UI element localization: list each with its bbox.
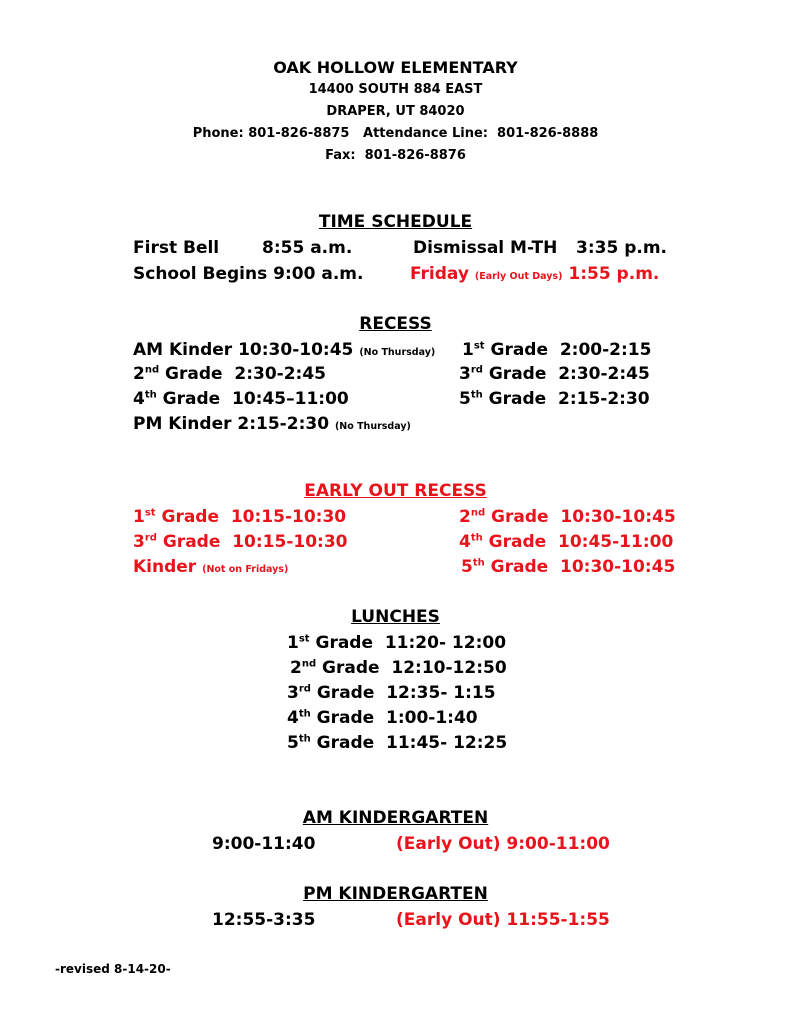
lunch-grade-1 <box>287 633 506 653</box>
fax-line: Fax: 801-826-8876 <box>325 148 466 163</box>
lunches-heading: LUNCHES <box>351 607 440 627</box>
grade-time: Grade 2:15-2:30 <box>482 389 650 409</box>
first-bell-label: First Bell <box>133 238 220 258</box>
early-recess-grade-1 <box>133 507 346 527</box>
am-kindergarten-heading: AM KINDERGARTEN <box>302 808 489 828</box>
grade-time: Grade 10:30-10:45 <box>484 557 676 577</box>
recess-heading: RECESS <box>359 314 432 334</box>
recess-pm-kinder <box>133 414 411 434</box>
recess-pm-kinder-time: PM Kinder 2:15-2:30 <box>133 414 330 434</box>
ordinal: 2 <box>459 507 471 527</box>
early-recess-kinder-note: (Not on Fridays) <box>202 564 289 575</box>
first-bell-time: 8:55 a.m. <box>262 238 353 258</box>
ordinal-suffix: st <box>144 507 156 519</box>
grade-time: Grade 12:35- 1:15 <box>310 683 496 703</box>
recess-am-kinder <box>133 340 435 360</box>
ordinal: 1 <box>462 340 474 360</box>
lunch-grade-4 <box>287 708 478 728</box>
lunch-grade-2 <box>290 658 507 678</box>
recess-pm-kinder-note: (No Thursday) <box>334 421 411 432</box>
early-recess-grade-2 <box>459 507 676 527</box>
ordinal-suffix: th <box>144 389 157 401</box>
lunch-grade-5 <box>287 733 507 753</box>
ordinal-suffix: rd <box>298 683 311 695</box>
ordinal-suffix: nd <box>144 364 160 376</box>
ordinal: 5 <box>461 557 473 577</box>
ordinal-suffix: rd <box>144 532 157 544</box>
school-name: OAK HOLLOW ELEMENTARY <box>273 58 518 77</box>
grade-time: Grade 2:30-2:45 <box>482 364 650 384</box>
ordinal: 2 <box>133 364 145 384</box>
ordinal: 3 <box>133 532 145 552</box>
grade-time: Grade 11:20- 12:00 <box>309 633 507 653</box>
ordinal-suffix: th <box>470 532 483 544</box>
ordinal: 3 <box>459 364 471 384</box>
dismissal-time: 3:35 p.m. <box>576 238 668 258</box>
ordinal: 4 <box>459 532 471 552</box>
ordinal: 1 <box>287 633 299 653</box>
ordinal-suffix: th <box>470 389 483 401</box>
recess-grade-2 <box>133 364 326 384</box>
am-kindergarten-early-out: (Early Out) 9:00-11:00 <box>396 834 610 854</box>
ordinal: 1 <box>133 507 145 527</box>
school-address-city: DRAPER, UT 84020 <box>326 104 465 119</box>
dismissal-label: Dismissal M-TH <box>413 238 558 258</box>
ordinal-suffix: th <box>298 733 311 745</box>
early-recess-kinder-label: Kinder <box>133 557 197 577</box>
lunch-grade-3 <box>287 683 496 703</box>
recess-am-kinder-note: (No Thursday) <box>359 347 436 358</box>
early-recess-grade-5 <box>461 557 675 577</box>
ordinal-suffix: st <box>298 633 310 645</box>
ordinal-suffix: st <box>473 340 485 352</box>
phone-line: Phone: 801-826-8875 Attendance Line: 801-826-8888 <box>192 126 599 141</box>
revised-date: -revised 8-14-20- <box>55 962 171 976</box>
early-recess-grade-3 <box>133 532 347 552</box>
ordinal: 5 <box>459 389 471 409</box>
friday-note: (Early Out Days) <box>474 271 563 282</box>
ordinal-suffix: nd <box>301 658 317 670</box>
ordinal-suffix: rd <box>470 364 483 376</box>
grade-time: Grade 12:10-12:50 <box>316 658 507 678</box>
grade-time: Grade 2:00-2:15 <box>484 340 652 360</box>
ordinal-suffix: th <box>298 708 311 720</box>
recess-grade-1 <box>462 340 651 360</box>
pm-kindergarten-regular: 12:55-3:35 <box>212 910 316 930</box>
pm-kindergarten-early-out: (Early Out) 11:55-1:55 <box>396 910 610 930</box>
grade-time: Grade 2:30-2:45 <box>159 364 327 384</box>
grade-time: Grade 10:15-10:30 <box>156 532 348 552</box>
early-recess-grade-4 <box>459 532 673 552</box>
early-recess-kinder <box>133 557 288 577</box>
grade-time: Grade 10:30-10:45 <box>485 507 676 527</box>
friday-time: 1:55 p.m. <box>568 264 660 284</box>
grade-time: Grade 1:00-1:40 <box>310 708 478 728</box>
grade-time: Grade 10:15-10:30 <box>155 507 347 527</box>
am-kindergarten-regular: 9:00-11:40 <box>212 834 316 854</box>
ordinal: 3 <box>287 683 299 703</box>
recess-grade-5 <box>459 389 650 409</box>
grade-time: Grade 10:45–11:00 <box>156 389 349 409</box>
grade-time: Grade 11:45- 12:25 <box>310 733 508 753</box>
ordinal-suffix: nd <box>470 507 486 519</box>
time-schedule-heading: TIME SCHEDULE <box>318 212 473 232</box>
school-address-street: 14400 SOUTH 884 EAST <box>308 82 483 97</box>
recess-grade-3 <box>459 364 650 384</box>
recess-am-kinder-time: AM Kinder 10:30-10:45 <box>133 340 354 360</box>
friday-label: Friday <box>410 264 469 284</box>
school-begins: School Begins 9:00 a.m. <box>133 264 364 284</box>
ordinal: 2 <box>290 658 302 678</box>
pm-kindergarten-heading: PM KINDERGARTEN <box>303 884 488 904</box>
ordinal: 4 <box>287 708 299 728</box>
early-out-recess-heading: EARLY OUT RECESS <box>304 481 487 501</box>
ordinal: 4 <box>133 389 145 409</box>
recess-grade-4 <box>133 389 349 409</box>
ordinal: 5 <box>287 733 299 753</box>
ordinal-suffix: th <box>472 557 485 569</box>
friday-schedule <box>410 264 659 284</box>
grade-time: Grade 10:45-11:00 <box>482 532 674 552</box>
